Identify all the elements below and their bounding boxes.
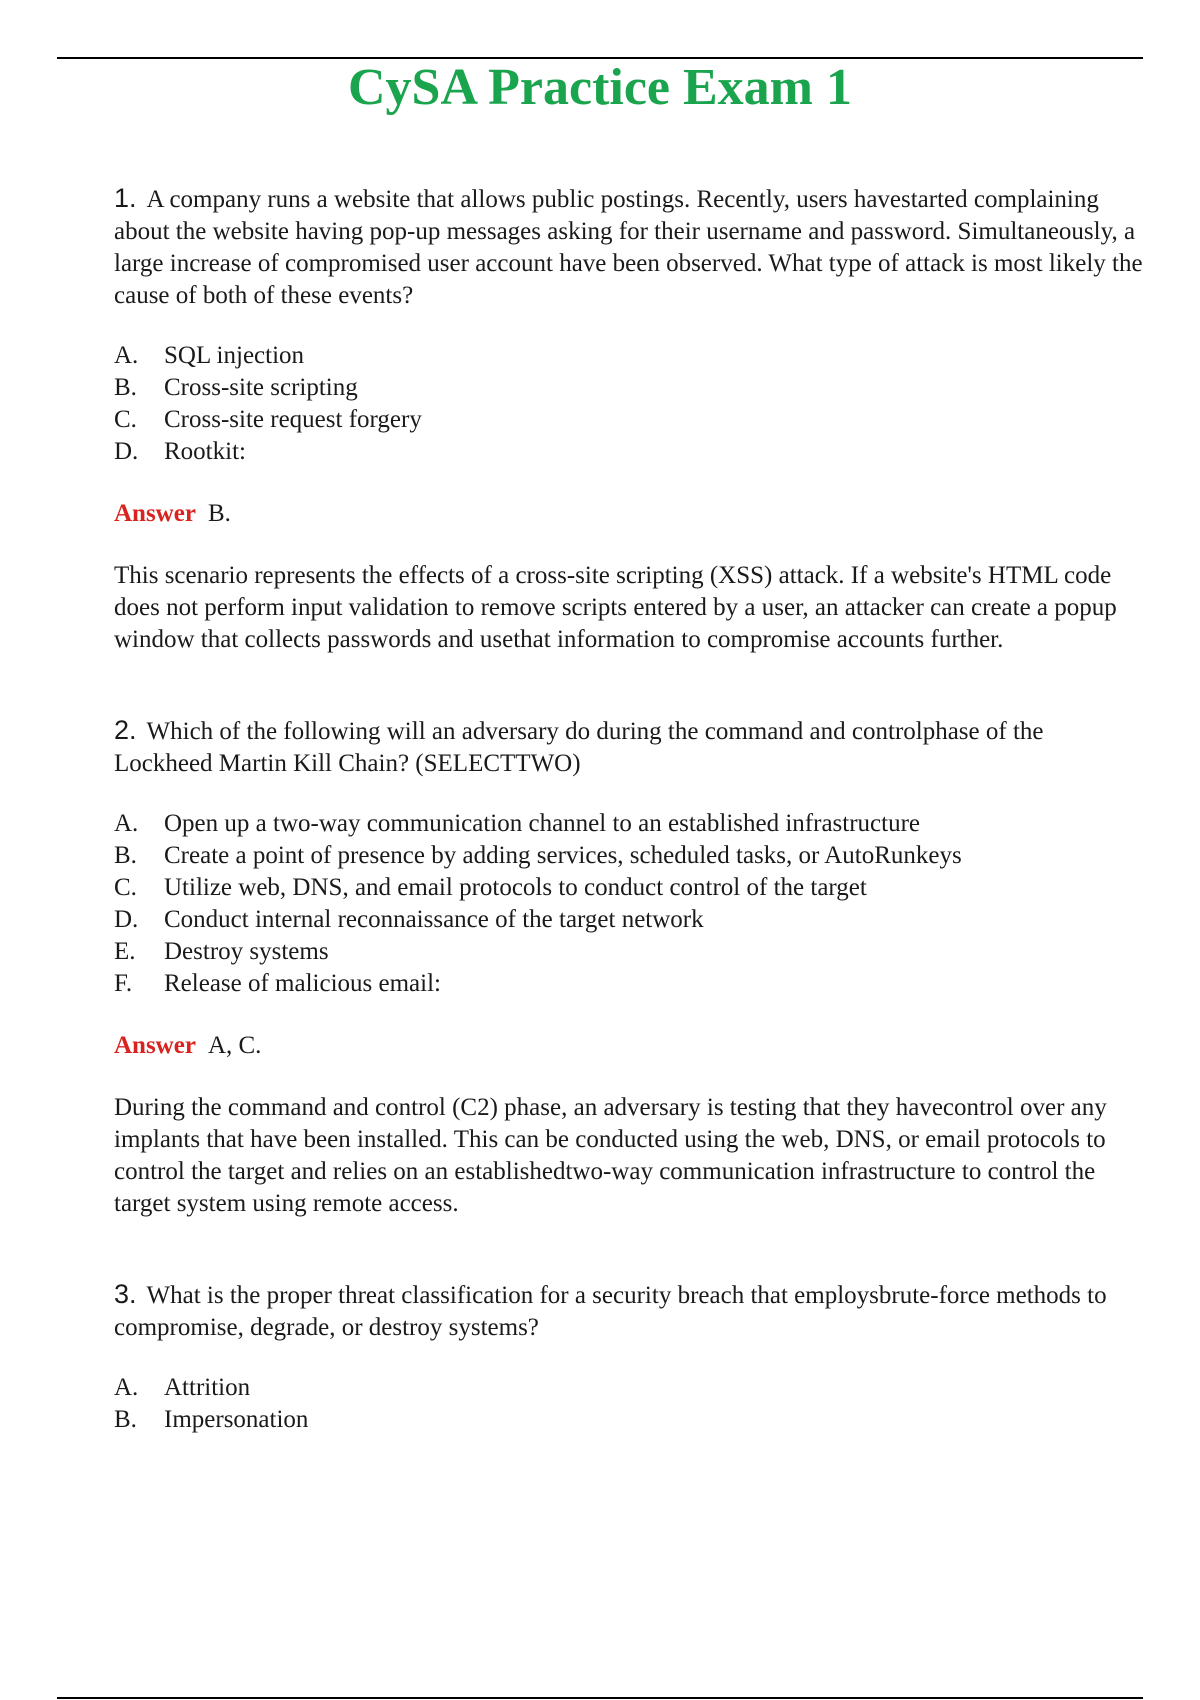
answer-line (114, 498, 1144, 530)
option-text: Create a point of presence by adding services, scheduled tasks, or AutoRunkeys (164, 842, 962, 869)
answer-value: B. (207, 500, 231, 527)
explanation: During the command and control (C2) phase, an adversary is testing that they havecontrol over any implants that have been installed. This can be conducted using the web, DNS, or email protocols to control the target and relies on an establishedtwo-way communication infrastructure to control the target system using remote access. (114, 1094, 1107, 1217)
option-text: Cross-site request forgery (164, 406, 422, 433)
option (114, 968, 1144, 1000)
option-text: Conduct internal reconnaissance of the target network (164, 906, 704, 933)
option-list (114, 1372, 1144, 1436)
option-letter: E. (114, 938, 136, 965)
question-2 (114, 714, 1144, 1220)
option-letter: C. (114, 874, 137, 901)
option-letter: A. (114, 342, 139, 369)
question-body: What is the proper threat classification for a security breach that employsbrute-force methods to compromise, degrade, or destroy systems? (114, 1282, 1107, 1341)
option-letter: D. (114, 906, 139, 933)
explanation: This scenario represents the effects of a cross-site scripting (XSS) attack. If a website's HTML code does not perform input validation to remove scripts entered by a user, an attacker can create a popup window that collects passwords and usethat information to compromise accounts further. (114, 562, 1117, 653)
option-letter: C. (114, 406, 137, 433)
option (114, 936, 1144, 968)
option-text: Rootkit: (164, 438, 246, 465)
answer-line (114, 1030, 1144, 1062)
answer-value: A, C. (207, 1032, 262, 1059)
question-text (114, 1278, 1144, 1344)
question-number: 3. (114, 1279, 137, 1309)
question-number: 2. (114, 715, 137, 745)
option-text: Utilize web, DNS, and email protocols to conduct control of the target (164, 874, 867, 901)
answer-label: Answer (114, 500, 196, 527)
option-letter: A. (114, 810, 139, 837)
option (114, 840, 1144, 872)
option-text: Open up a two-way communication channel to an established infrastructure (164, 810, 921, 837)
option-letter: F. (114, 970, 133, 997)
option-text: Cross-site scripting (164, 374, 358, 401)
question-body: Which of the following will an adversary do during the command and controlphase of the Lockheed Martin Kill Chain? (SELECTTWO) (114, 718, 1044, 777)
option-letter: D. (114, 438, 139, 465)
question-text (114, 182, 1144, 312)
option (114, 340, 1144, 372)
question-number: 1. (114, 183, 137, 213)
question-3 (114, 1278, 1144, 1436)
option-text: SQL injection (164, 342, 305, 369)
option-list (114, 808, 1144, 1000)
option (114, 404, 1144, 436)
option (114, 436, 1144, 468)
option (114, 872, 1144, 904)
option-text: Destroy systems (164, 938, 329, 965)
page-title: CySA Practice Exam 1 (347, 59, 852, 116)
question-body: A company runs a website that allows public postings. Recently, users havestarted complaining about the website having pop-up messages asking for their username and password. Simultaneously, a large increase of compromised user account have been observed. What type of attack is most likely the cause of both of these events? (114, 186, 1143, 309)
option-list (114, 340, 1144, 468)
option-text: Release of malicious email: (164, 970, 441, 997)
question-text (114, 714, 1144, 780)
bottom-rule (57, 1697, 1143, 1699)
option (114, 1404, 1144, 1436)
option-letter: B. (114, 842, 137, 869)
option-letter: B. (114, 374, 137, 401)
exam-content (114, 182, 1144, 1466)
option (114, 808, 1144, 840)
option (114, 1372, 1144, 1404)
option-text: Attrition (164, 1374, 251, 1401)
option (114, 372, 1144, 404)
option-letter: A. (114, 1374, 139, 1401)
option (114, 904, 1144, 936)
option-text: Impersonation (164, 1406, 309, 1433)
option-letter: B. (114, 1406, 137, 1433)
answer-label: Answer (114, 1032, 196, 1059)
question-1 (114, 182, 1144, 656)
